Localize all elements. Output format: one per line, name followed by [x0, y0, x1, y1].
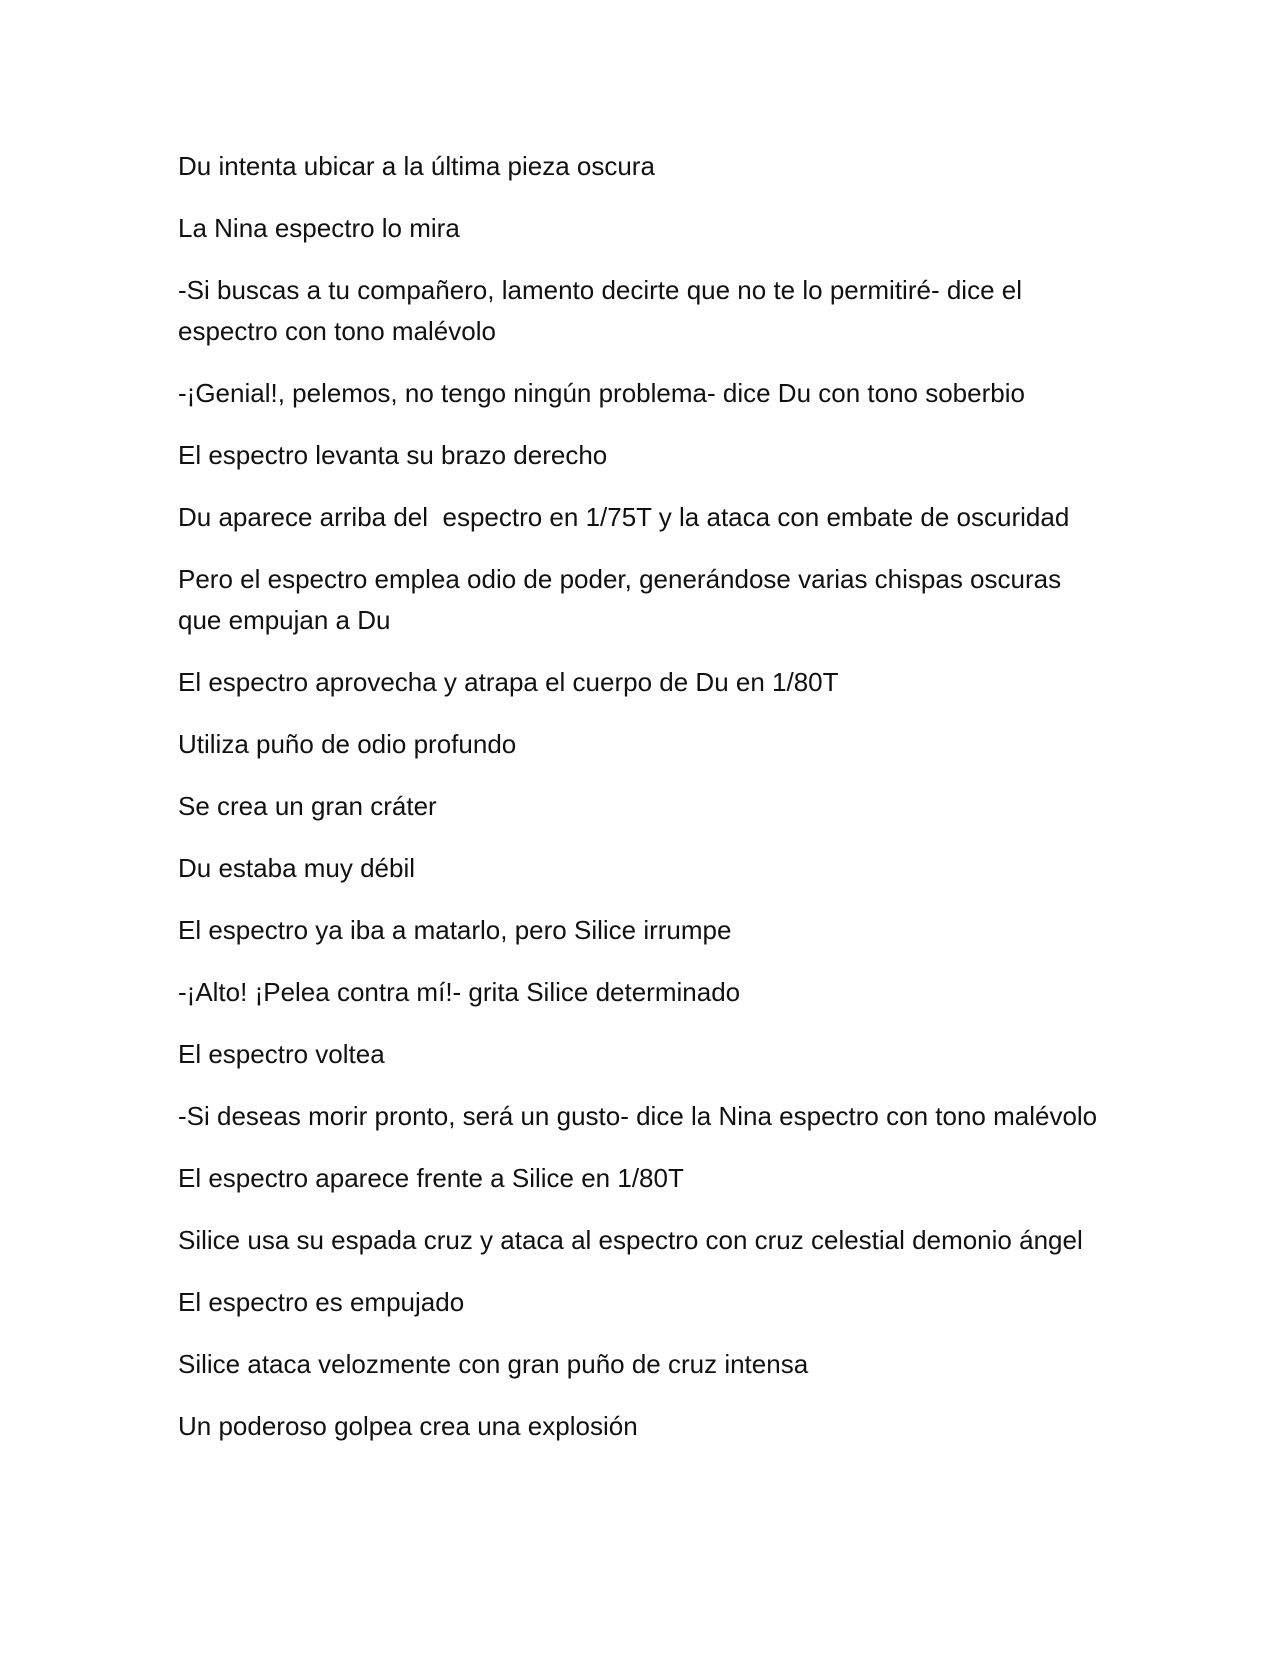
- paragraph: Du aparece arriba del espectro en 1/75T y la ataca con embate de oscuridad: [178, 502, 1070, 532]
- paragraph: Du estaba muy débil: [178, 853, 416, 883]
- paragraph: Silice ataca velozmente con gran puño de cruz intensa: [178, 1349, 809, 1379]
- paragraph: -Si buscas a tu compañero, lamento decirte que no te lo permitiré- dice el espectro con tono malévolo: [178, 275, 1030, 346]
- paragraph: Un poderoso golpea crea una explosión: [178, 1411, 638, 1441]
- paragraph: El espectro voltea: [178, 1039, 385, 1069]
- document-body: [178, 146, 1098, 1468]
- paragraph: Se crea un gran cráter: [178, 791, 437, 821]
- paragraph: -Si deseas morir pronto, será un gusto- dice la Nina espectro con tono malévolo: [178, 1101, 1098, 1131]
- paragraph: El espectro levanta su brazo derecho: [178, 440, 608, 470]
- paragraph: -¡Alto! ¡Pelea contra mí!- grita Silice determinado: [178, 977, 741, 1007]
- paragraph: Utiliza puño de odio profundo: [178, 729, 517, 759]
- paragraph: La Nina espectro lo mira: [178, 213, 460, 243]
- paragraph: Pero el espectro emplea odio de poder, generándose varias chispas oscuras que empujan a Du: [178, 564, 1069, 635]
- paragraph: El espectro aprovecha y atrapa el cuerpo de Du en 1/80T: [178, 667, 839, 697]
- paragraph: El espectro aparece frente a Silice en 1/80T: [178, 1163, 684, 1193]
- paragraph: -¡Genial!, pelemos, no tengo ningún problema- dice Du con tono soberbio: [178, 378, 1025, 408]
- paragraph: El espectro ya iba a matarlo, pero Silice irrumpe: [178, 915, 732, 945]
- paragraph: Du intenta ubicar a la última pieza oscura: [178, 151, 655, 181]
- paragraph: Silice usa su espada cruz y ataca al espectro con cruz celestial demonio ángel: [178, 1225, 1083, 1255]
- paragraph: El espectro es empujado: [178, 1287, 465, 1317]
